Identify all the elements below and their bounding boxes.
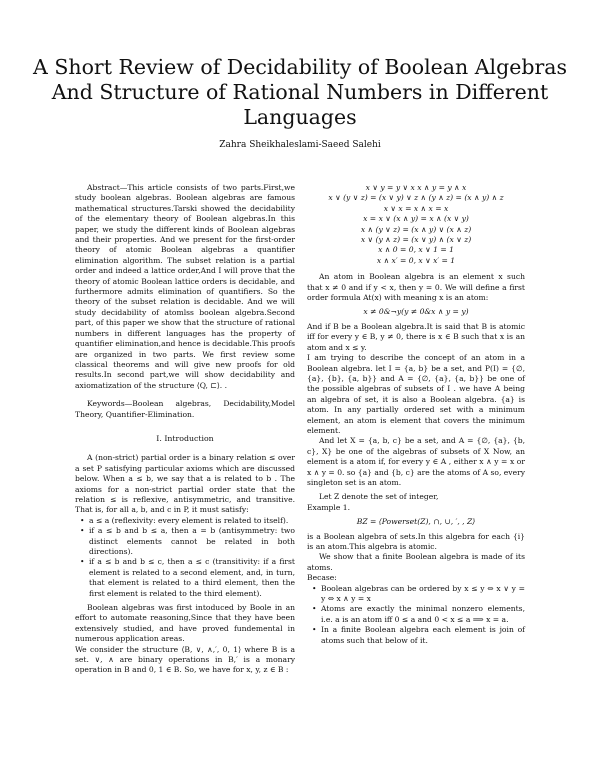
finite-paragraph: We show that a finite Boolean algebra is made of its atoms. bbox=[307, 552, 525, 572]
intro-paragraph-1: A (non-strict) partial order is a binary relation ≤ over a set P satisfying particular axioms which are discussed below. When a ≤ b, we say that a is related to b . The axioms for a non-strict partial order state that the relation ≤ is reflexive, antisymmetric, and transitive. That is, for all a, b, and c in P, it must satisfy: bbox=[75, 453, 295, 515]
equation: x ∨ (y ∨ z) = (x ∨ y) ∨ z ∧ (y ∧ z) = (x ∧ y) ∧ z bbox=[328, 193, 504, 203]
axiom-item: • a ≤ a (reflexivity: every element is related to itself). bbox=[75, 516, 295, 526]
property-item: • In a finite Boolean algebra each element is join of atoms such that below of it. bbox=[307, 625, 525, 646]
section-heading: I. Introduction bbox=[156, 433, 214, 443]
equation: x ∧ 0 = 0, x ∨ 1 = 1 bbox=[378, 245, 454, 255]
example-label: Example 1. bbox=[307, 502, 350, 512]
equation: x ∨ (y ∧ z) = (x ∨ y) ∧ (x ∨ z) bbox=[360, 235, 472, 245]
authors: Zahra Sheikhaleslami-Saeed Salehi bbox=[219, 140, 381, 150]
atom-formula: x ≠ 0&¬y(y ≠ 0&x ∧ y = y) bbox=[363, 307, 469, 317]
atomic-definition: And if B be a Boolean algebra.It is said that B is atomic iff for every y ∈ B, y ≠ 0, there is x ∈ B such that x is an atom and x ≤ y. bbox=[307, 321, 525, 352]
andlet-paragraph: And let X = {a, b, c} be a set, and A = {∅, {a}, {b, c}, X} be one of the algebras of subsets of X Now, an element is a atom if, for every y ∈ A , either x ∧ y = x or x ∧ y = 0. so {a} and {b, c} are the atoms of A so, every singleton set is an atom. bbox=[307, 436, 525, 487]
paper-title: A Short Review of Decidability of Boolean Algebras And Structure of Rational Numbers in Different Languages bbox=[33, 55, 567, 129]
axiom-item: • if a ≤ b and b ≤ a, then a = b (antisymmetry: two distinct elements cannot be related in both directions). bbox=[75, 526, 295, 557]
axiom-item: • if a ≤ b and b ≤ c, then a ≤ c (transitivity: if a first element is related to a second element, and, in turn, that element is related to a third element, then the first element is related to the third element). bbox=[75, 557, 295, 599]
axiom-list bbox=[75, 516, 295, 599]
keywords: Keywords—Boolean algebras, Decidability,Model Theory, Quantifier-Elimination. bbox=[75, 399, 295, 419]
property-item: • Atoms are exactly the minimal nonzero elements, i.e. a is an atom iff 0 ≤ a and 0 < x ≤ a ⟹ x = a. bbox=[307, 604, 525, 625]
equation: x ∧ (y ∨ z) = (x ∧ y) ∨ (x ∧ z) bbox=[360, 224, 472, 234]
left-column bbox=[75, 183, 295, 676]
equation: x ∧ x′ = 0, x ∨ x′ = 1 bbox=[376, 255, 456, 265]
equation-block bbox=[307, 183, 525, 266]
because-label: Becase: bbox=[307, 573, 337, 583]
equation: x ∨ y = y ∨ x x ∧ y = y ∧ x bbox=[365, 183, 467, 192]
equation: x = x ∨ (x ∧ y) = x ∧ (x ∨ y) bbox=[363, 214, 469, 224]
atom-definition: An atom in Boolean algebra is an element x such that x ≠ 0 and if y < x, then y = 0. We will define a first order formula At(x) with meaning x is an atom: bbox=[307, 272, 525, 303]
abstract: Abstract—This article consists of two parts.First,we study boolean algebras. Boolean algebras are famous mathematical structures.Tarski showed the decidability of the elementary theory of Boolean algebras.In this paper, we study the different kinds of Boolean algebras and their properties. And we present for the first-order theory of atomic Boolean algebras a quantifier elimination algorithm. The subset relation is a partial order and indeed a lattice order,And I will prove that the theory of atomic Boolean lattice orders is decidable, and furthermore admits elimination of quantifiers. So the theory of the subset relation is decidable. And we will study decidability of atomlss boolean algebra.Second part, of this paper we show that the structure of rational numbers in different languages has the property of quantifier elimination,and hence is decidable.This proofs are organized in two parts. We first review some classical theorems and will give new proofs for old results.In second part,we will show decidability and axiomatization of the structure ⟨Q, ⊏⟩. . bbox=[75, 183, 295, 390]
intro-paragraph-2: Boolean algebras was first intoduced by Boole in an effort to automate reasoning,Since that they have been extensively studied, and have proved fundemental in numerous application areas. bbox=[75, 603, 295, 644]
property-list bbox=[307, 584, 525, 646]
right-column bbox=[307, 183, 525, 646]
letz-paragraph: Let Z denote the set of integer, bbox=[319, 492, 439, 502]
describe-paragraph: I am trying to describe the concept of an atom in a Boolean algebra. let I = {a, b} be a set, and P(I) = {∅, {a}, {b}, {a, b}} and A = {∅, {a}, {a, b}} be one of the possible algebras of subsets of I . we have A being an algebra of set, it is also a Boolean algebra. {a} is atom. In any partially ordered set with a minimum element, an atom is element that covers the minimum element. bbox=[307, 353, 525, 435]
property-item: • Boolean algebras can be ordered by x ≤ y ⇔ x ∨ y = y ⇔ x ∧ y = x bbox=[307, 584, 525, 605]
example-text: is a Boolean algebra of sets.In this algebra for each {i} is an atom.This algebra is atomic. bbox=[307, 531, 525, 551]
equation: x ∨ x = x ∧ x = x bbox=[383, 203, 449, 213]
intro-paragraph-3: We consider the structure ⟨B, ∨, ∧,′, 0, 1⟩ where B is a set. ∨, ∧ are binary operations in B,′ is a monary operation in B and 0, 1 ∈ B. So, we have for x, y, z ∈ B : bbox=[75, 644, 295, 675]
example-formula: BZ = ⟨Powerset(Z), ∩, ∪, ′, , Z⟩ bbox=[356, 517, 476, 527]
